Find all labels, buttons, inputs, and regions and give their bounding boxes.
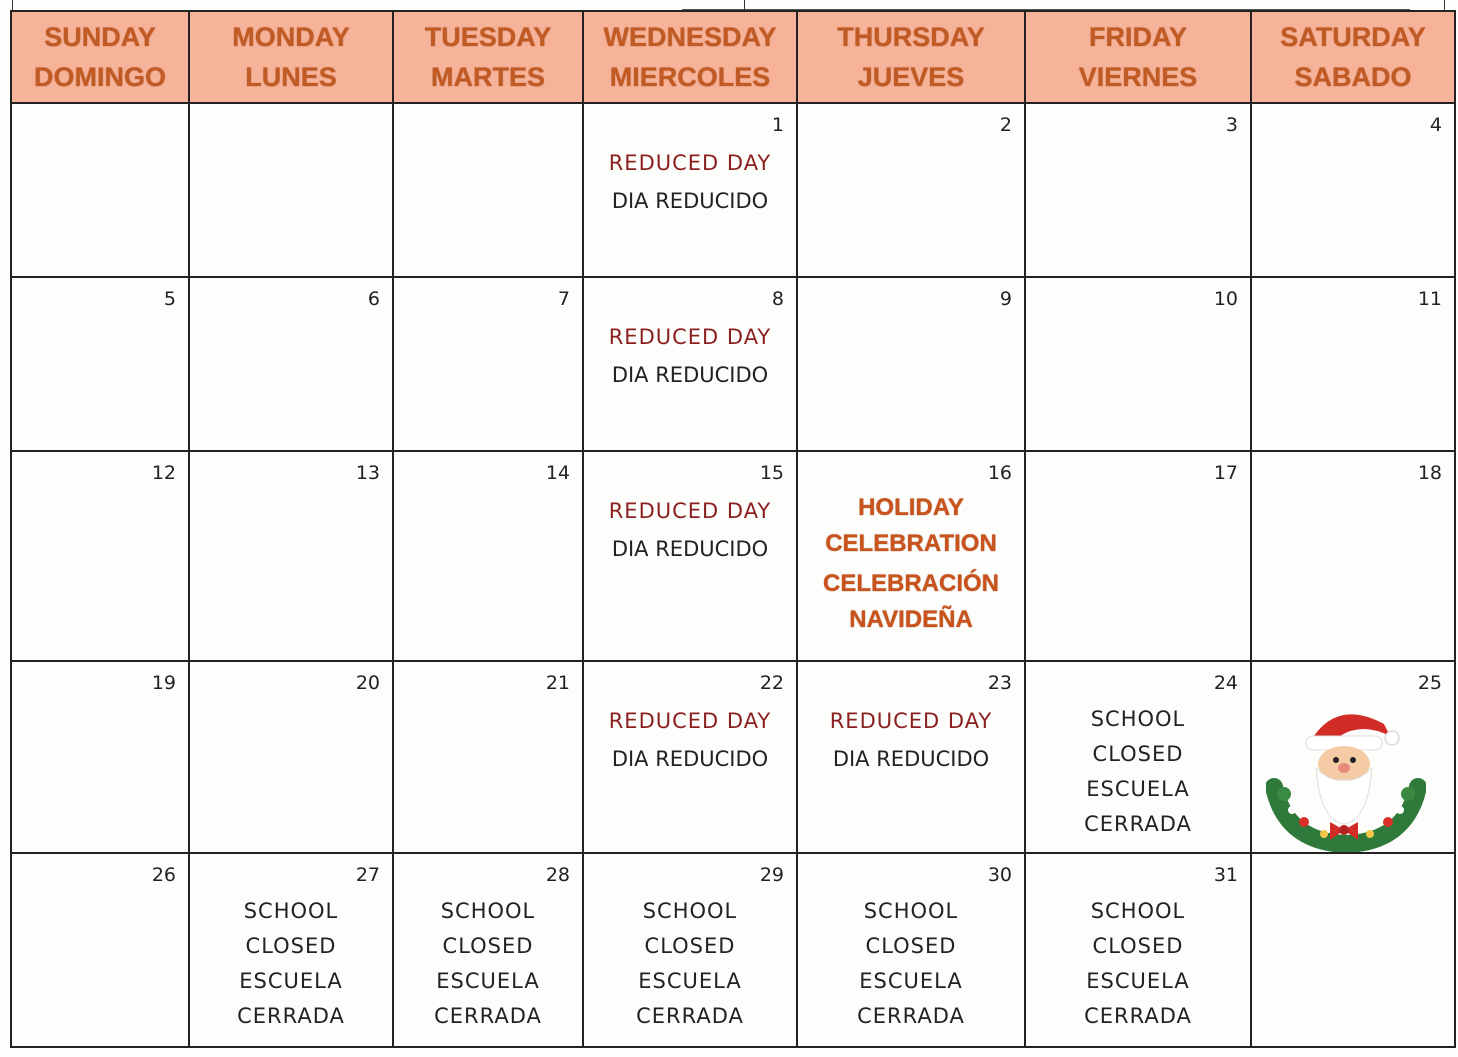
closed-label-en-2: CLOSED [1092,934,1184,958]
header-tuesday-en: TUESDAY [424,22,552,52]
day-cell-18 [1251,451,1455,661]
closed-label-es-1: ESCUELA [436,969,540,993]
day-number: 25 [1417,672,1442,694]
closed-label-es-2: CERRADA [237,1004,345,1028]
day-number: 3 [1225,114,1238,136]
day-cell-28 [393,853,583,1047]
day-cell-23 [797,661,1025,853]
day-cell-9 [797,277,1025,451]
day-cell-3 [1025,103,1251,277]
closed-label-en-1: SCHOOL [243,899,339,923]
day-cell-15 [583,451,797,661]
reduced-day-event [584,492,796,568]
day-number: 16 [987,462,1012,484]
day-cell-4 [1251,103,1455,277]
day-cell-30 [797,853,1025,1047]
school-closed-event [584,894,796,1034]
closed-label-en-2: CLOSED [442,934,534,958]
day-cell-19 [11,661,189,853]
reduced-day-label-es: DIA REDUCIDO [611,537,769,561]
day-number: 2 [999,114,1012,136]
header-saturday [1251,11,1455,103]
day-number: 5 [163,288,176,310]
day-cell-10 [1025,277,1251,451]
holiday-label-line-1: HOLIDAY [858,494,964,521]
day-cell-6 [189,277,393,451]
day-cell-2 [797,103,1025,277]
closed-label-en-2: CLOSED [865,934,957,958]
closed-label-es-2: CERRADA [636,1004,744,1028]
school-closed-event [190,894,392,1034]
school-closed-event [1026,702,1250,842]
reduced-day-event [584,318,796,394]
day-number: 28 [545,864,570,886]
reduced-day-event [798,702,1024,778]
holiday-label-line-2: CELEBRATION [825,530,997,557]
day-number: 6 [367,288,380,310]
holiday-celebration-event [798,490,1024,638]
header-monday [189,11,393,103]
header-sunday [11,11,189,103]
header-friday-en: FRIDAY [1088,22,1188,52]
day-cell-27 [189,853,393,1047]
header-thursday [797,11,1025,103]
school-closed-event [1026,894,1250,1034]
day-cell-empty [393,103,583,277]
day-number: 19 [151,672,176,694]
week-row-5 [11,853,1455,1047]
day-number: 14 [545,462,570,484]
weekday-header-row [11,11,1455,103]
closed-label-es-2: CERRADA [1084,812,1192,836]
day-cell-26 [11,853,189,1047]
school-closed-event [394,894,582,1034]
reduced-day-label-en: REDUCED DAY [608,499,772,523]
week-row-3 [11,451,1455,661]
header-wednesday-es: MIERCOLES [609,62,771,92]
reduced-day-event [584,144,796,220]
holiday-label-line-3: CELEBRACIÓN [822,570,999,597]
day-number: 26 [151,864,176,886]
day-cell-20 [189,661,393,853]
day-number: 30 [987,864,1012,886]
day-cell-16 [797,451,1025,661]
day-cell-8 [583,277,797,451]
reduced-day-label-es: DIA REDUCIDO [611,189,769,213]
day-cell-empty [11,103,189,277]
day-number: 9 [999,288,1012,310]
day-number: 1 [771,114,784,136]
day-number: 8 [771,288,784,310]
school-closed-event [798,894,1024,1034]
header-tuesday-es: MARTES [431,62,545,92]
day-number: 18 [1417,462,1442,484]
day-cell-29 [583,853,797,1047]
closed-label-en-1: SCHOOL [1090,707,1186,731]
header-thursday-en: THURSDAY [837,22,985,52]
day-cell-21 [393,661,583,853]
day-number: 21 [545,672,570,694]
day-cell-17 [1025,451,1251,661]
header-saturday-en: SATURDAY [1280,22,1426,52]
month-calendar [10,10,1456,1048]
closed-label-es-2: CERRADA [434,1004,542,1028]
reduced-day-label-en: REDUCED DAY [608,325,772,349]
reduced-day-label-en: REDUCED DAY [608,709,772,733]
header-tuesday [393,11,583,103]
closed-label-es-2: CERRADA [857,1004,965,1028]
day-cell-5 [11,277,189,451]
day-number: 13 [355,462,380,484]
day-number: 7 [557,288,570,310]
day-number: 17 [1213,462,1238,484]
reduced-day-label-es: DIA REDUCIDO [832,747,990,771]
day-cell-14 [393,451,583,661]
closed-label-en-1: SCHOOL [642,899,738,923]
closed-label-es-1: ESCUELA [859,969,963,993]
day-cell-13 [189,451,393,661]
week-row-4 [11,661,1455,853]
day-cell-31 [1025,853,1251,1047]
reduced-day-label-en: REDUCED DAY [829,709,993,733]
closed-label-en-2: CLOSED [1092,742,1184,766]
day-number: 22 [759,672,784,694]
closed-label-es-1: ESCUELA [638,969,742,993]
day-cell-22 [583,661,797,853]
day-number: 27 [355,864,380,886]
closed-label-es-1: ESCUELA [1086,777,1190,801]
reduced-day-label-es: DIA REDUCIDO [611,363,769,387]
header-wednesday [583,11,797,103]
header-thursday-es: JUEVES [857,62,965,92]
santa-claus-wreath-icon [1266,702,1426,852]
closed-label-en-2: CLOSED [245,934,337,958]
header-sunday-es: DOMINGO [34,62,166,92]
day-number: 20 [355,672,380,694]
day-cell-12 [11,451,189,661]
closed-label-es-1: ESCUELA [239,969,343,993]
reduced-day-label-es: DIA REDUCIDO [611,747,769,771]
day-cell-empty [189,103,393,277]
header-friday-es: VIERNES [1078,62,1198,92]
header-monday-en: MONDAY [232,22,350,52]
closed-label-en-1: SCHOOL [440,899,536,923]
closed-label-es-2: CERRADA [1084,1004,1192,1028]
header-saturday-es: SABADO [1294,62,1412,92]
day-number: 12 [151,462,176,484]
week-row-2 [11,277,1455,451]
week-row-1 [11,103,1455,277]
day-cell-11 [1251,277,1455,451]
day-cell-1 [583,103,797,277]
header-sunday-en: SUNDAY [44,22,156,52]
closed-label-en-1: SCHOOL [863,899,959,923]
day-number: 23 [987,672,1012,694]
day-cell-25 [1251,661,1455,853]
header-wednesday-en: WEDNESDAY [603,22,777,52]
closed-label-en-1: SCHOOL [1090,899,1186,923]
day-number: 15 [759,462,784,484]
holiday-label-line-4: NAVIDEÑA [849,606,973,633]
day-cell-24 [1025,661,1251,853]
day-number: 31 [1213,864,1238,886]
day-number: 29 [759,864,784,886]
header-friday [1025,11,1251,103]
day-cell-7 [393,277,583,451]
day-number: 4 [1429,114,1442,136]
day-cell-empty [1251,853,1455,1047]
day-number: 10 [1213,288,1238,310]
day-number: 24 [1213,672,1238,694]
closed-label-es-1: ESCUELA [1086,969,1190,993]
header-monday-es: LUNES [245,62,337,92]
reduced-day-event [584,702,796,778]
reduced-day-label-en: REDUCED DAY [608,151,772,175]
closed-label-en-2: CLOSED [644,934,736,958]
day-number: 11 [1417,288,1442,310]
